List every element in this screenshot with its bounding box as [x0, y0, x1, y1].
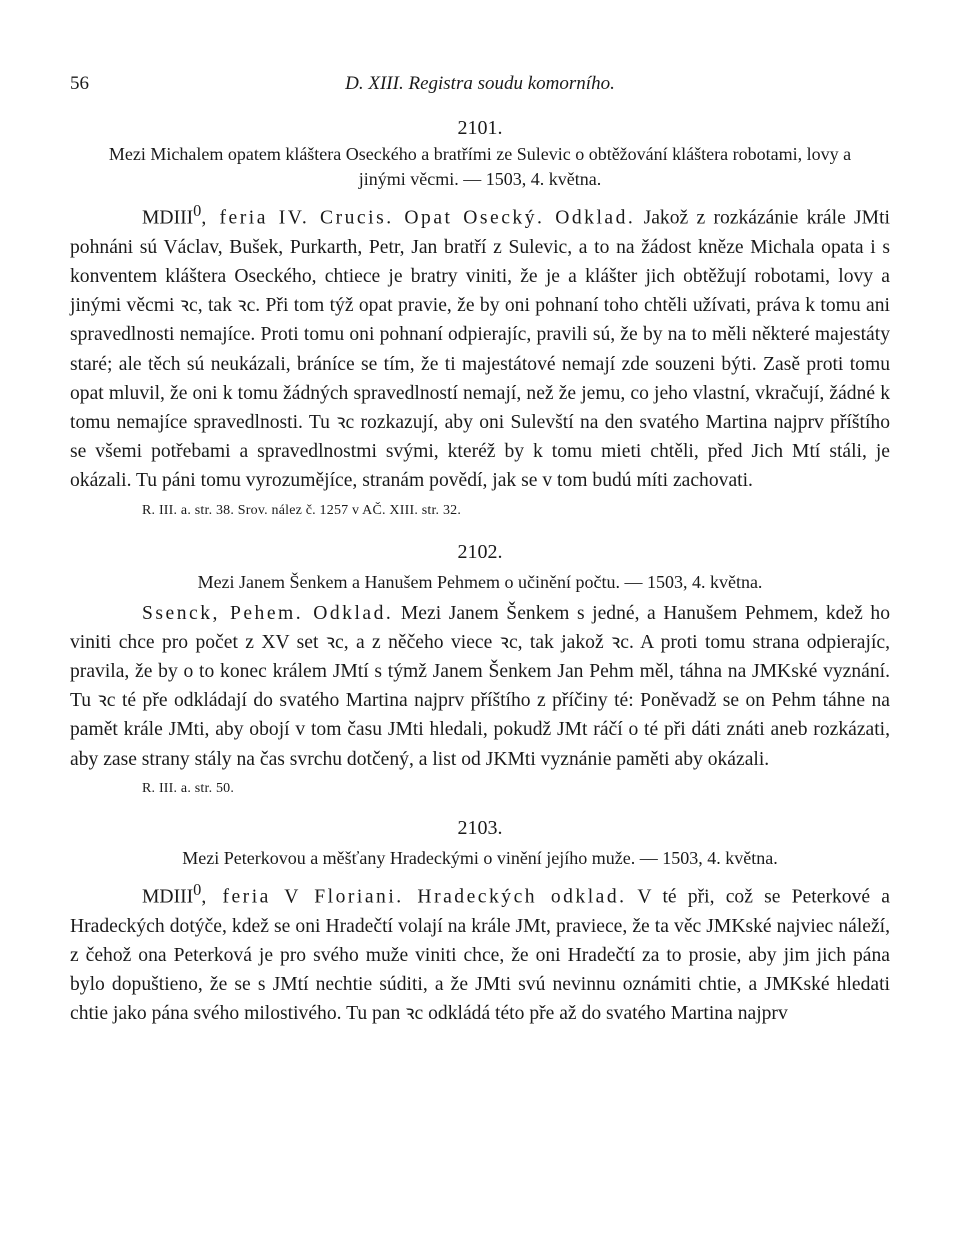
lead-date-superscript: 0 [193, 201, 202, 220]
entry-body-text: Jakož z rozkázánie krále JMti pohnáni sú Václav, Bušek, Purkarth, Petr, Jan bratří z Sulevic, a to na žádost kněze Michala opata i s konventem kláštera Oseckého, chtiece je bratry viniti, že je a klášter jich obtěžují robotami, lovy a jinými věcmi ꝛc, tak ꝛc. Při tom týž opat pravie, že by oni pohnaní toho chtěli užívati, práva k tomu ani spravedlnosti nemajíce. Proti tomu oni pohnaní odpierajíc, pravili sú, že by na to měli některé majestáty staré; ale těch sú neukázali, bráníce se tím, že ti majestátové nemají zde souzeni býti. Zasě proti tomu opat mluvil, že oni k tomu žádných spravedlností nemají, než že jemu, co jeho vlastní, vkračují, žádné k tomu nemajíce spravedlnosti. Tu ꝛc rozkazují, aby oni Sulevští na den svatého Martina najprv příštího se všemi potřebami a spravedlnostmi svými, kteréž by k tomu mieti chtěli, před Jich Mtí stáli, je okázali. Tu páni tomu vyrozumějíce, stranám povědí, jak se v tom budú míti zachovati. [70, 207, 890, 492]
entry-body-text: V té při, což se Peterkové a Hradeckých dotýče, kdež se oni Hradečtí volají na krále JMt, praviece, že ta věc JMKské najviec náleží, z čehož ona Peterková je pro svého muže viniti chce, že oni Hradečtí za to prosie, aby jim jich pána bylo dopuštieno, že se s JMtí nechtie súditi, a že JMti svú nevinnu oznámiti chtie, a JMKské hledati chtie jako pána svého milostivého. Tu pan ꝛc odkládá této pře až do svatého Martina najprv [70, 886, 890, 1025]
entry-2103 [70, 814, 890, 1029]
entry-body-text: Mezi Janem Šenkem s jedné, a Hanušem Pehmem, kdež ho viniti chce pro počet z XV set ꝛc, a z něčeho viece ꝛc, tak jakož ꝛc. A proti tomu strana odpierajíc, pravila, že by o to konec králem JMtí s týmž Janem Šenkem Jan Pehm měl, táhna na JMKské vyznání. Tu ꝛc té pře odkládají do svatého Martina najprv příštího z příčiny té: Poněvadž se on Pehm táhne na pamět krále JMti, aby obojí v tom času JMti hledali, pokudž JMt ráčí o té při dáti znáti aneb rozkázati, aby zase strany stály na čas svrchu dotčený, a list od JKMti vyznánie paměti aby okázali. [70, 602, 890, 770]
entry-regest: Mezi Janem Šenkem a Hanušem Pehmem o učinění počtu. — 1503, 4. května. [197, 571, 763, 592]
entry-2101 [70, 114, 890, 522]
source-note: R. III. a. str. 38. Srov. nález č. 1257 v AČ. XIII. str. 32. [142, 502, 462, 518]
entry-number: 2101. [457, 117, 503, 139]
source-note: R. III. a. str. 50. [142, 780, 235, 796]
entry-body [70, 875, 890, 1029]
lead-heading: , feria IV. Crucis. Opat Osecký. Odklad. [201, 207, 636, 229]
running-head [70, 72, 890, 100]
lead-date-superscript: 0 [193, 879, 202, 899]
entry-body [70, 599, 890, 774]
lead-heading: , feria V Floriani. Hradeckých odklad. [201, 886, 627, 908]
entry-2102 [70, 538, 890, 800]
document-page [70, 72, 890, 1028]
lead-heading: Ssenck, Pehem. Odklad. [142, 602, 394, 624]
entry-body [70, 196, 890, 496]
lead-date: MDIII [142, 886, 194, 908]
running-title: D. XIII. Registra soudu komorního. [345, 73, 615, 94]
entry-number: 2102. [457, 540, 503, 563]
entry-regest: Mezi Michalem opatem kláštera Oseckého a bratřími ze Sulevic o obtěžování kláštera robotami, lovy a jinými věcmi. — 1503, 4. května. [108, 144, 852, 189]
page-number: 56 [70, 73, 89, 94]
entry-number: 2103. [457, 816, 503, 839]
entry-regest: Mezi Peterkovou a měšťany Hradeckými o vinění jejího muže. — 1503, 4. května. [182, 847, 778, 868]
lead-date: MDIII [142, 207, 194, 229]
